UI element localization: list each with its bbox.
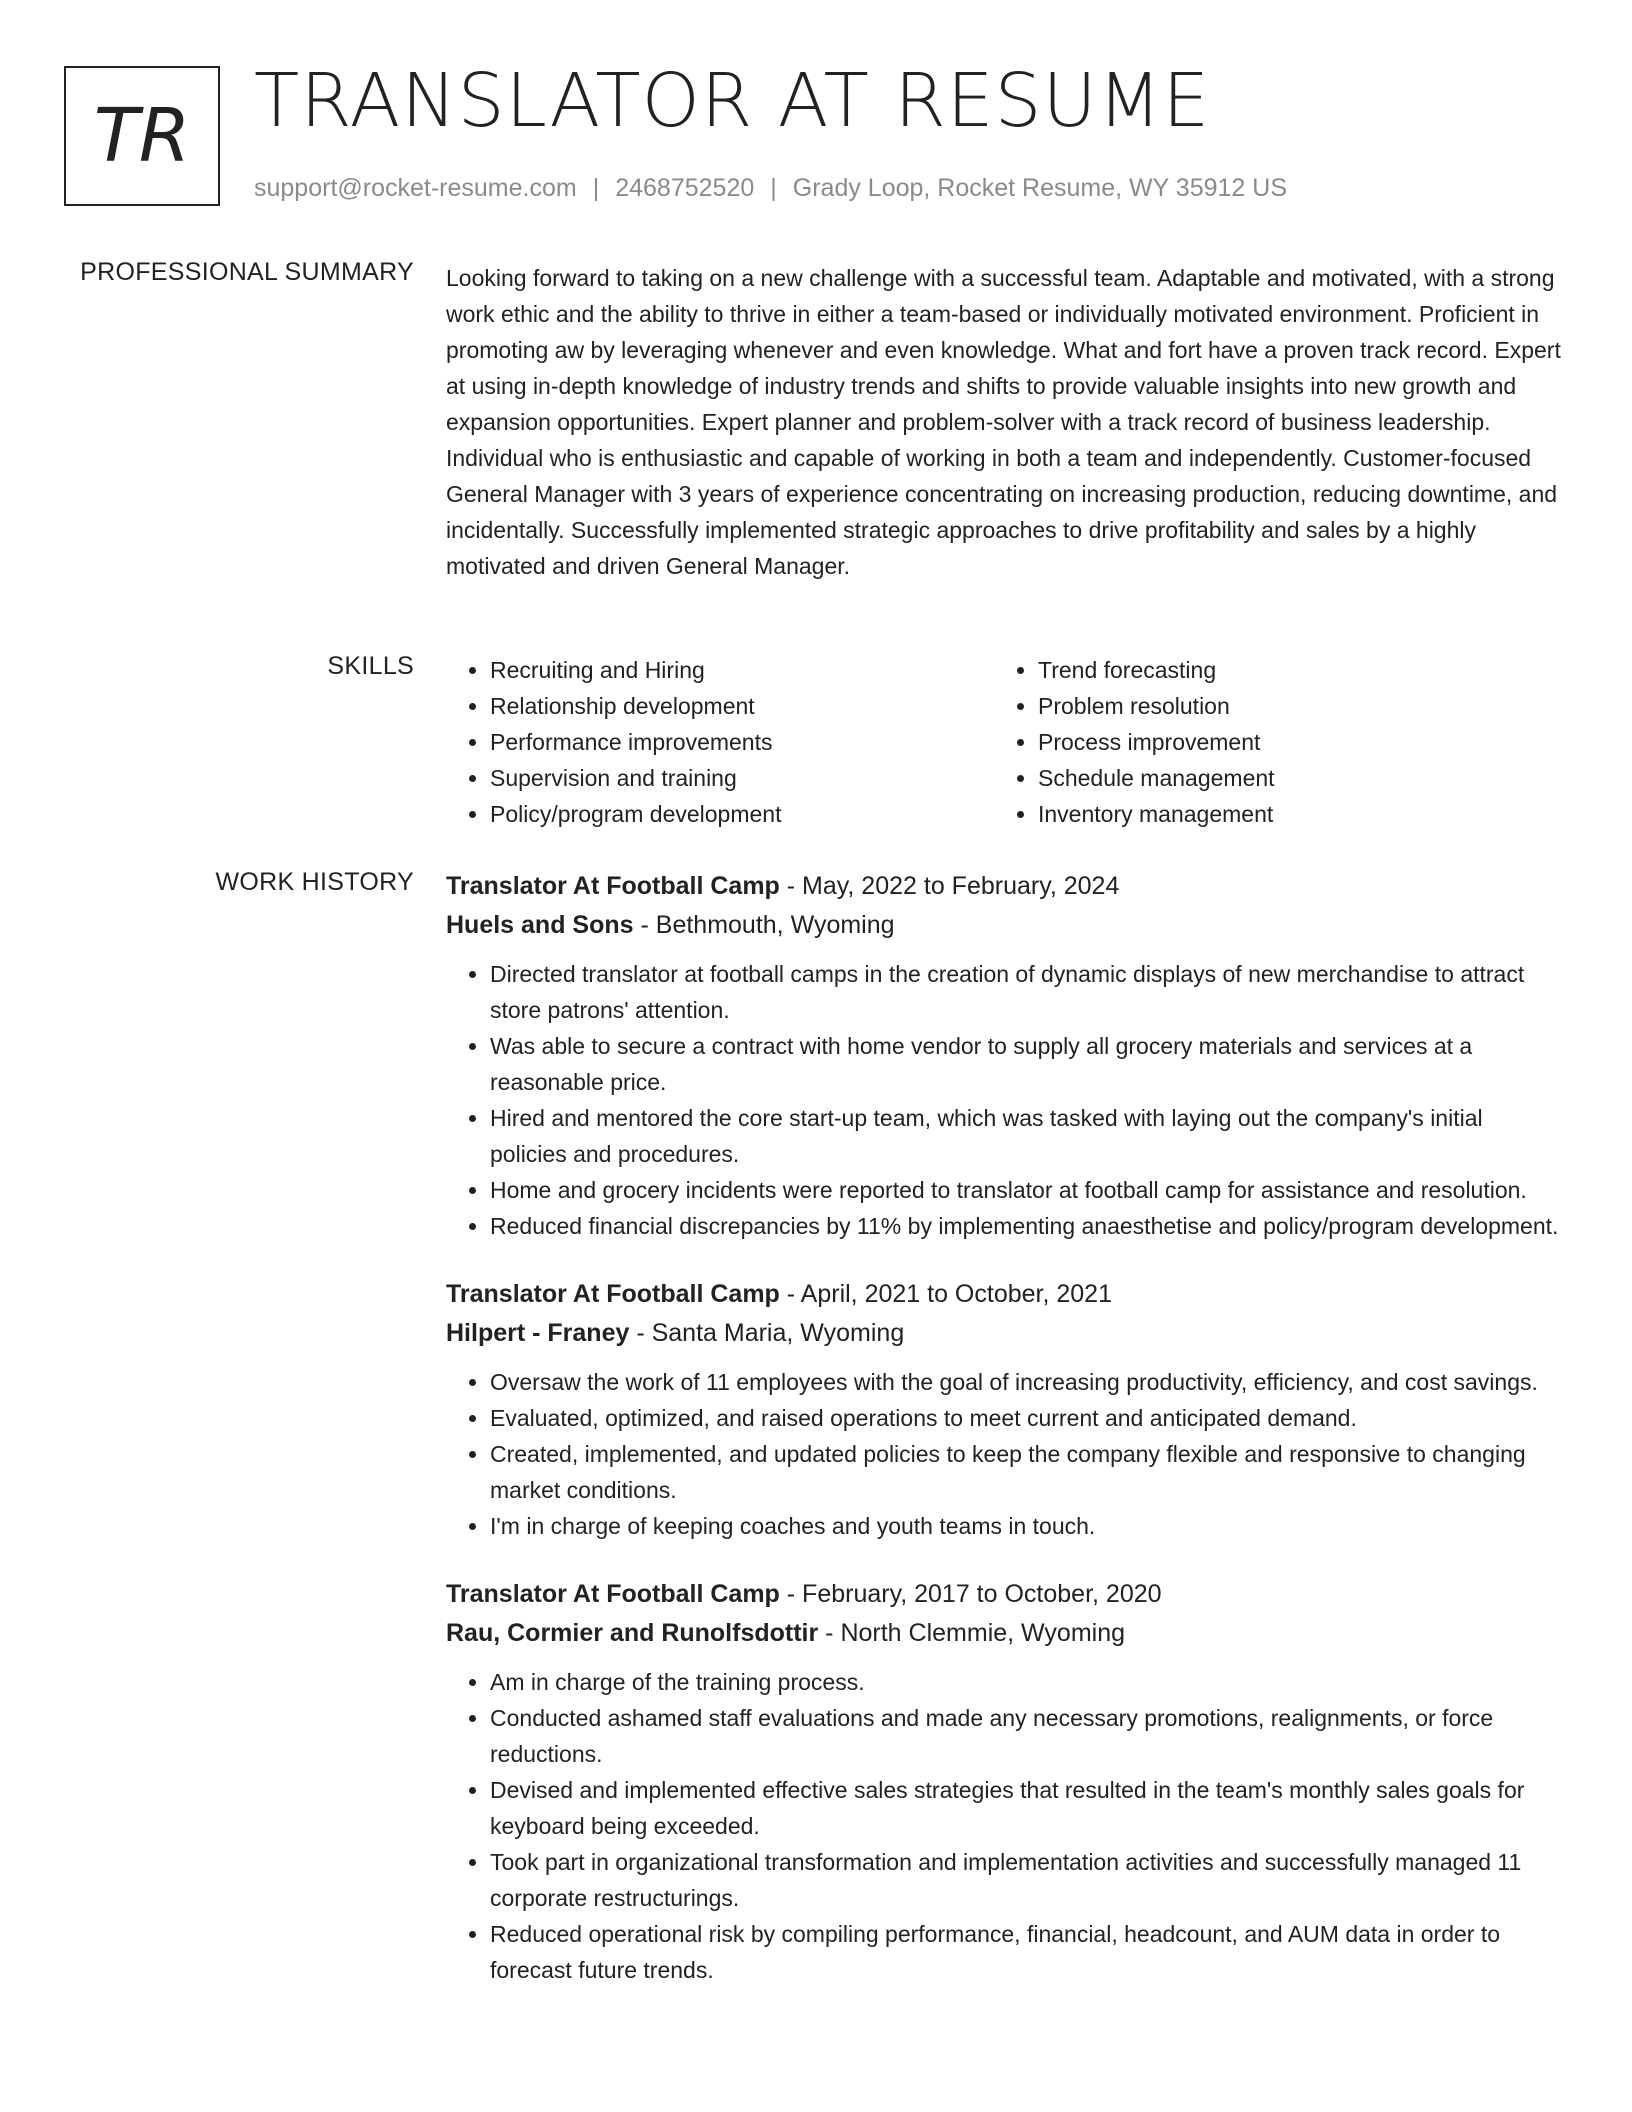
contact-email[interactable]: support@rocket-resume.com bbox=[254, 174, 577, 202]
job-company: Rau, Cormier and Runolfsdottir bbox=[446, 1619, 819, 1647]
job-entry bbox=[446, 866, 1564, 1244]
job-bullets bbox=[446, 956, 1564, 1244]
skills-body bbox=[446, 652, 1564, 832]
contact-phone[interactable]: 2468752520 bbox=[615, 174, 755, 202]
job-location: - Bethmouth, Wyoming bbox=[633, 911, 895, 939]
contact-separator: | bbox=[592, 174, 600, 202]
job-bullet: • Am in charge of the training process. bbox=[490, 1664, 1564, 1700]
job-title: Translator At Football Camp bbox=[446, 872, 780, 900]
job-title: Translator At Football Camp bbox=[446, 1580, 780, 1608]
job-company: Huels and Sons bbox=[446, 911, 634, 939]
job-bullet: • I'm in charge of keeping coaches and youth teams in touch. bbox=[490, 1508, 1564, 1544]
skill-item: • Performance improvements bbox=[490, 724, 994, 760]
job-bullet: • Home and grocery incidents were reported to translator at football camp for assistance and resolution. bbox=[490, 1172, 1564, 1208]
skills-list-left bbox=[446, 652, 994, 832]
job-bullet: • Reduced operational risk by compiling performance, financial, headcount, and AUM data in order to forecast future trends. bbox=[490, 1916, 1564, 1988]
skill-item: • Schedule management bbox=[1038, 760, 1542, 796]
job-bullet: • Directed translator at football camps in the creation of dynamic displays of new merchandise to attract store patrons' attention. bbox=[490, 956, 1564, 1028]
job-title-line bbox=[446, 1274, 1564, 1314]
job-company-line bbox=[446, 1614, 1564, 1652]
skill-item: • Problem resolution bbox=[1038, 688, 1542, 724]
skills-list-right bbox=[994, 652, 1542, 832]
job-bullet: • Devised and implemented effective sales strategies that resulted in the team's monthly sales goals for keyboard being exceeded. bbox=[490, 1772, 1564, 1844]
monogram-badge bbox=[64, 66, 220, 206]
skill-item: • Process improvement bbox=[1038, 724, 1542, 760]
job-location: - Santa Maria, Wyoming bbox=[629, 1319, 905, 1347]
job-bullet: • Oversaw the work of 11 employees with the goal of increasing productivity, efficiency, and cost savings. bbox=[490, 1364, 1564, 1400]
job-title-line bbox=[446, 1574, 1564, 1614]
skill-item: • Relationship development bbox=[490, 688, 994, 724]
job-company: Hilpert - Franey bbox=[446, 1319, 630, 1347]
job-bullet: • Created, implemented, and updated policies to keep the company flexible and responsive to changing market conditions. bbox=[490, 1436, 1564, 1508]
contact-address: Grady Loop, Rocket Resume, WY 35912 US bbox=[792, 174, 1287, 202]
job-dates: - May, 2022 to February, 2024 bbox=[779, 872, 1120, 900]
job-bullets bbox=[446, 1364, 1564, 1544]
job-bullets bbox=[446, 1664, 1564, 1988]
job-title-line bbox=[446, 866, 1564, 906]
skill-item: • Recruiting and Hiring bbox=[490, 652, 994, 688]
job-bullet: • Evaluated, optimized, and raised operations to meet current and anticipated demand. bbox=[490, 1400, 1564, 1436]
job-title: Translator At Football Camp bbox=[446, 1280, 780, 1308]
contact-separator: | bbox=[770, 174, 777, 202]
job-company-line bbox=[446, 906, 1564, 944]
job-dates: - February, 2017 to October, 2020 bbox=[779, 1580, 1162, 1608]
resume-name: TRANSLATOR AT RESUME bbox=[254, 58, 1211, 144]
work-history-body bbox=[446, 866, 1564, 2018]
contact-line bbox=[254, 174, 1287, 203]
job-bullet: • Conducted ashamed staff evaluations and made any necessary promotions, realignments, or force reductions. bbox=[490, 1700, 1564, 1772]
skill-item: • Inventory management bbox=[1038, 796, 1542, 832]
job-dates: - April, 2021 to October, 2021 bbox=[779, 1280, 1112, 1308]
summary-heading: PROFESSIONAL SUMMARY bbox=[80, 258, 414, 286]
skill-item: • Supervision and training bbox=[490, 760, 994, 796]
job-bullet: • Was able to secure a contract with home vendor to supply all grocery materials and services at a reasonable price. bbox=[490, 1028, 1564, 1100]
job-bullet: • Hired and mentored the core start-up team, which was tasked with laying out the company's initial policies and procedures. bbox=[490, 1100, 1564, 1172]
skills-heading: SKILLS bbox=[327, 652, 414, 680]
skill-item: • Trend forecasting bbox=[1038, 652, 1542, 688]
job-location: - North Clemmie, Wyoming bbox=[818, 1619, 1126, 1647]
skill-item: • Policy/program development bbox=[490, 796, 994, 832]
work-history-heading: WORK HISTORY bbox=[215, 868, 414, 896]
job-entry bbox=[446, 1274, 1564, 1544]
monogram-text: TR bbox=[93, 93, 191, 179]
job-company-line bbox=[446, 1314, 1564, 1352]
job-entry bbox=[446, 1574, 1564, 1988]
job-bullet: • Took part in organizational transformation and implementation activities and successfully managed 11 corporate restructurings. bbox=[490, 1844, 1564, 1916]
job-bullet: • Reduced financial discrepancies by 11% by implementing anaesthetise and policy/program development. bbox=[490, 1208, 1564, 1244]
summary-text: Looking forward to taking on a new challenge with a successful team. Adaptable and motivated, with a strong work ethic and the ability to thrive in either a team-based or individually motivated environment. Proficient in promoting aw by leveraging whenever and even knowledge. What and fort have a proven track record. Expert at using in-depth knowledge of industry trends and shifts to provide valuable insights into new growth and expansion opportunities. Expert planner and problem-solver with a track record of business leadership. Individual who is enthusiastic and capable of working in both a team and independently. Customer-focused General Manager with 3 years of experience concentrating on increasing production, reducing downtime, and incidentally. Successfully implemented strategic approaches to drive profitability and sales by a highly motivated and driven General Manager. bbox=[446, 265, 1561, 579]
